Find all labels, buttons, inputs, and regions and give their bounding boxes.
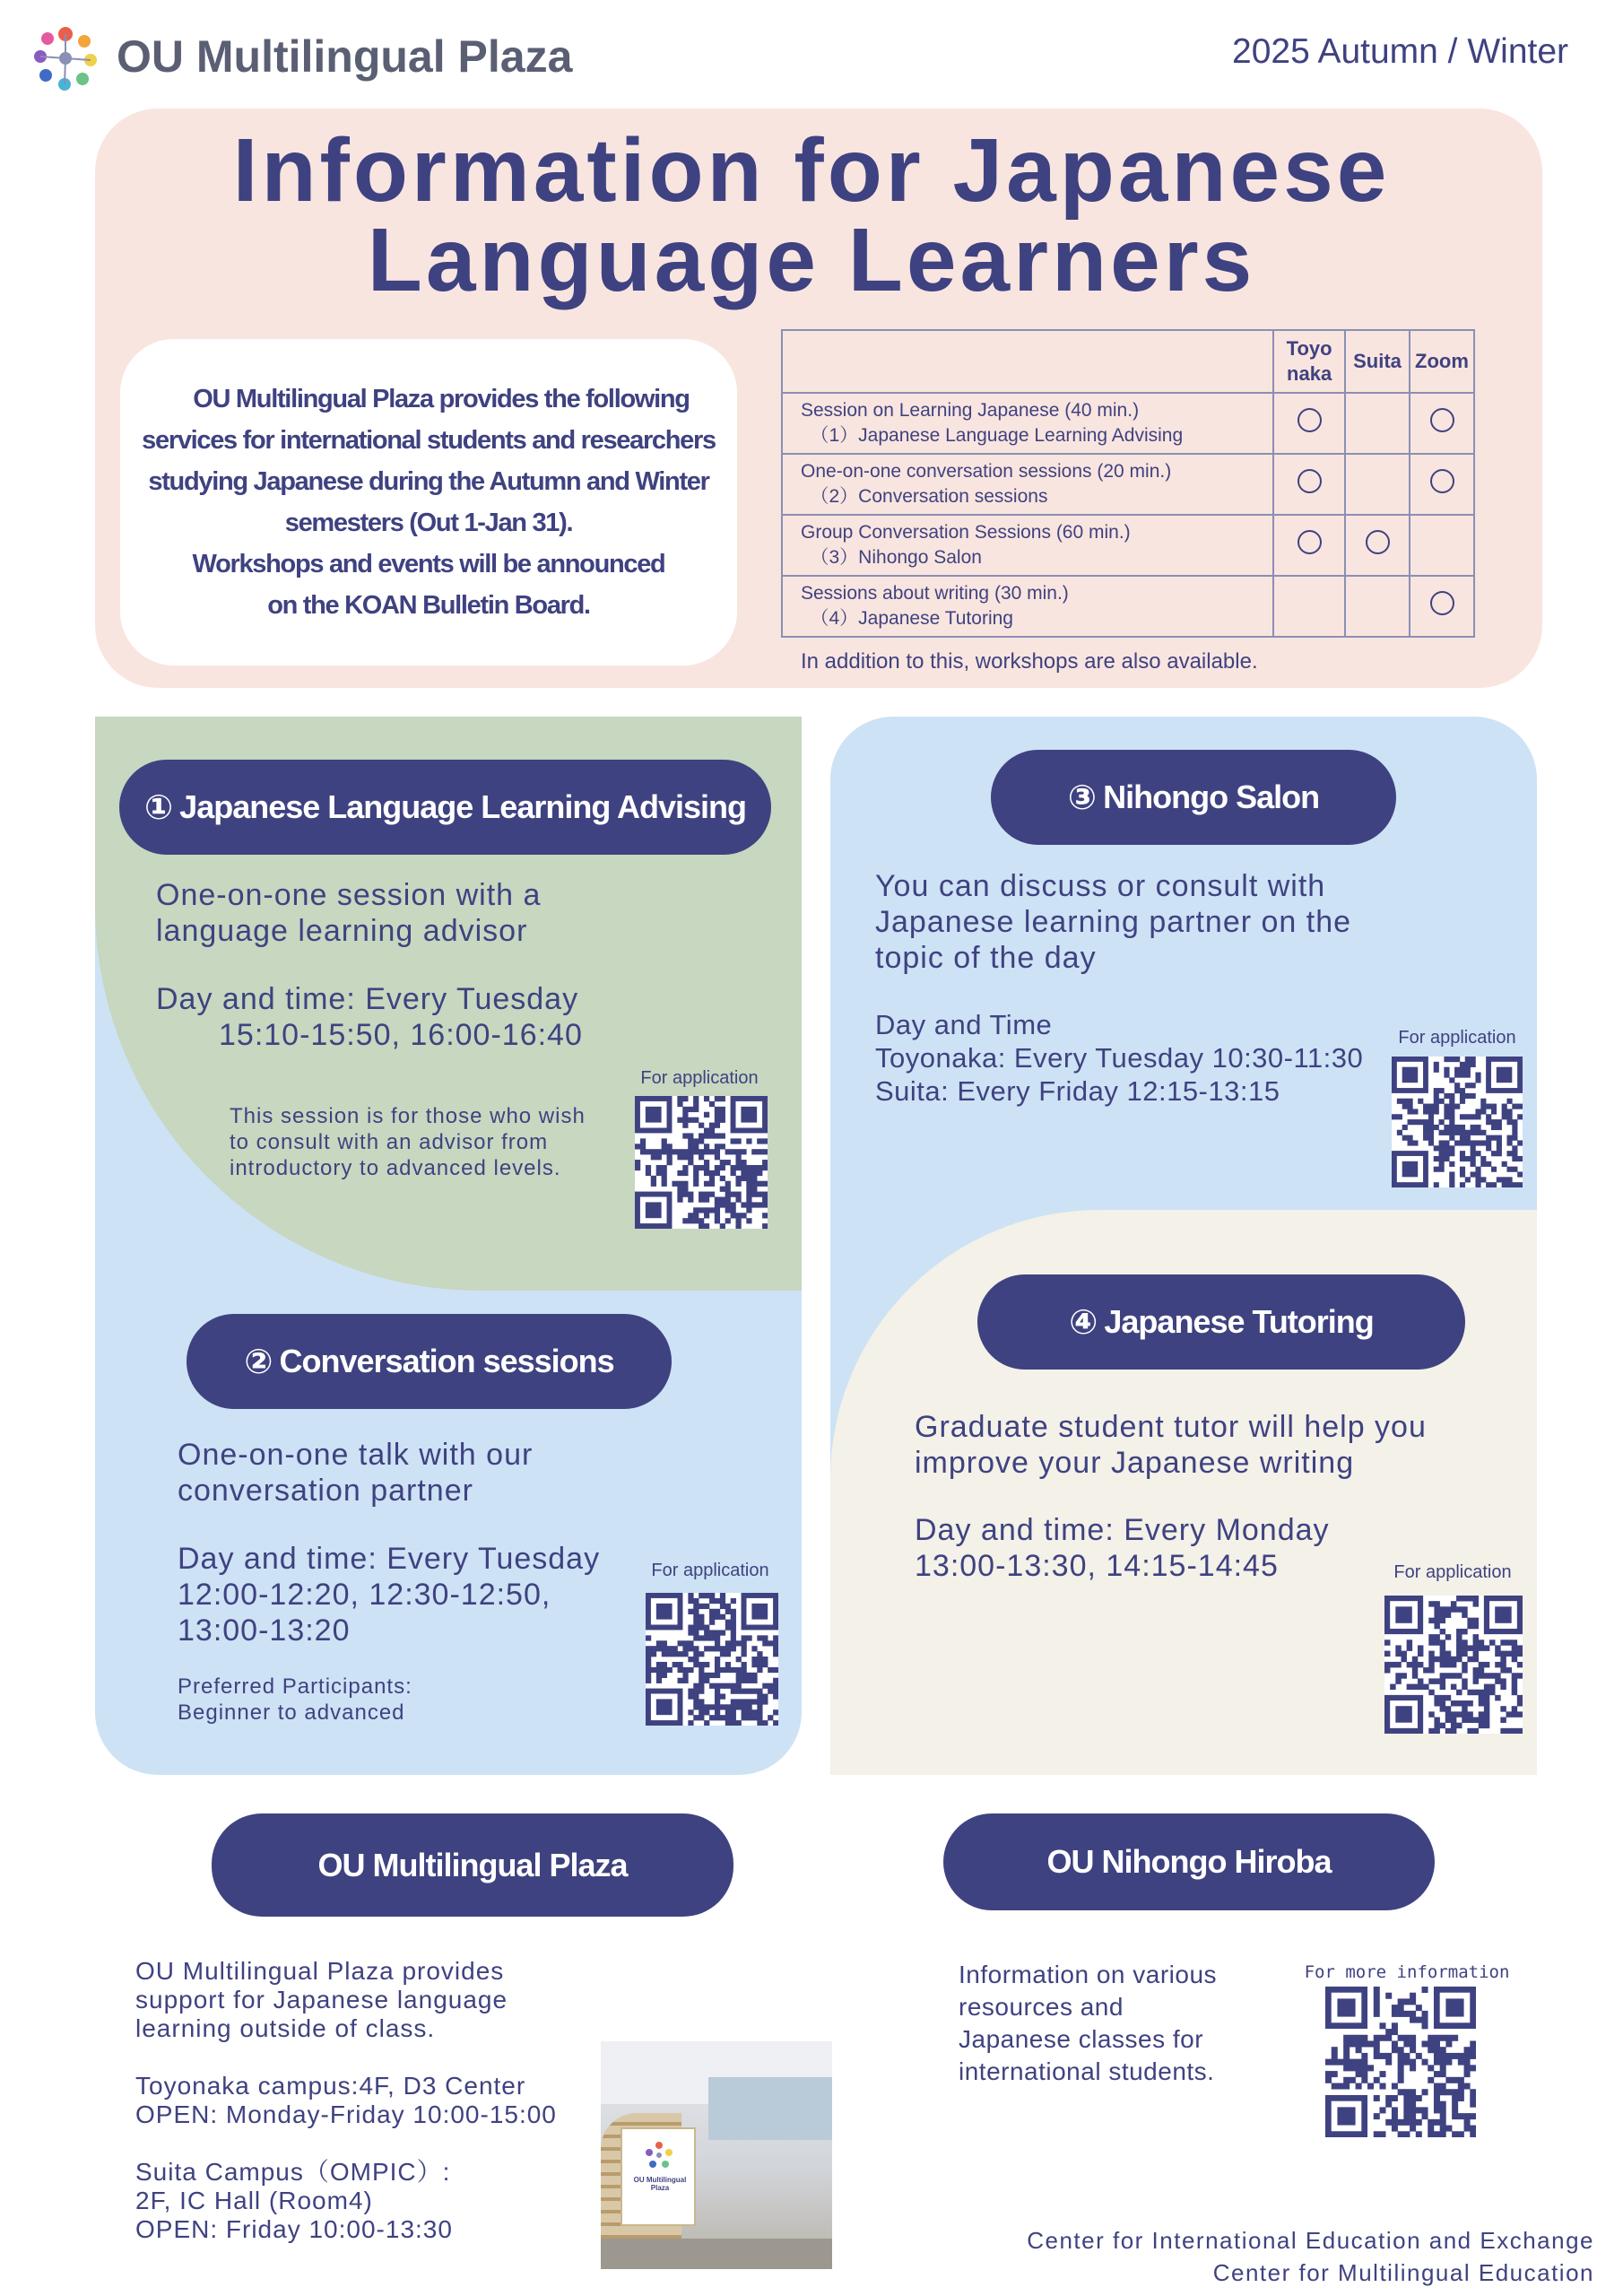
intro-line: on the KOAN Bulletin Board. <box>267 591 590 620</box>
column-header: Zoom <box>1410 330 1474 393</box>
intro-text <box>120 378 737 626</box>
hiroba-title-pill <box>943 1813 1435 1910</box>
footer-title: OU Multilingual Plaza <box>317 1846 628 1883</box>
page-title: Information for Japanese Language Learners <box>232 120 1391 310</box>
conversation-title-pill <box>187 1314 672 1409</box>
available-mark-icon <box>1298 469 1322 493</box>
table-header-row <box>782 330 1474 393</box>
qr-label: For application <box>640 1068 759 1088</box>
organization <box>950 2224 1594 2289</box>
advising-qr-icon[interactable] <box>635 1096 768 1229</box>
availability-cell <box>1345 576 1410 637</box>
sign-logo-icon <box>644 2140 674 2170</box>
tutoring-title-pill <box>977 1274 1465 1370</box>
intro-line: Workshops and events will be announced <box>192 550 665 578</box>
table-row <box>782 393 1474 454</box>
conversation-desc: One-on-one talk with our conversation partner <box>178 1438 534 1508</box>
salon-time: Day and Time Toyonaka: Every Tuesday 10:30-11:30 Suita: Every Friday 12:15-13:15 <box>875 1009 1364 1107</box>
service-name: Group Conversation Sessions (60 min.) （3）Nihongo Salon <box>782 515 1273 576</box>
column-header: Toyo naka <box>1273 330 1345 393</box>
advising-note: This session is for those who wish to consult with an advisor from introductory to advanced levels. <box>230 1104 586 1180</box>
salon-desc: You can discuss or consult with Japanese learning partner on the topic of the day <box>875 869 1352 975</box>
section-number: ② <box>244 1343 273 1381</box>
photo-floor <box>601 2239 832 2269</box>
organization-line: Center for International Education and Exchange <box>1027 2227 1594 2254</box>
photo-sign <box>621 2127 696 2226</box>
photo-window <box>708 2077 832 2140</box>
qr-label: For more information <box>1304 1962 1510 1982</box>
plaza-logo-icon <box>30 23 100 93</box>
tutoring-time: Day and time: Every Monday 13:00-13:30, 14:15-14:45 <box>915 1513 1330 1583</box>
advising-desc: One-on-one session with a language learning advisor <box>156 878 542 948</box>
qr-label: For application <box>651 1561 769 1580</box>
availability-cell <box>1345 393 1410 454</box>
availability-cell <box>1273 515 1345 576</box>
table-row <box>782 454 1474 515</box>
salon-title-pill <box>991 750 1396 845</box>
section-number: ③ <box>1067 778 1097 817</box>
hiroba-qr-icon[interactable] <box>1325 1987 1476 2137</box>
advising-time: Day and time: Every Tuesday 15:10-15:50, 16:00-16:40 <box>156 982 583 1052</box>
available-mark-icon <box>1430 469 1454 493</box>
availability-cell <box>1345 515 1410 576</box>
season-label: 2025 Autumn / Winter <box>1232 32 1569 71</box>
available-mark-icon <box>1298 408 1322 432</box>
available-mark-icon <box>1430 591 1454 615</box>
footer-title: OU Nihongo Hiroba <box>1046 1843 1332 1880</box>
intro-line: services for international students and researchers <box>142 426 716 455</box>
qr-label: For application <box>1398 1028 1516 1048</box>
availability-cell <box>1410 515 1474 576</box>
advising-title-pill <box>119 760 771 855</box>
plaza-info: OU Multilingual Plaza provides support for Japanese language learning outside of class. Toyonaka campus:4F, D3 Center OPEN: Monday-Friday 10:00-15:00 Suita Campus（OMPIC）: 2F, IC Hall (Room4) OPEN: Friday 10:00-13:30 <box>135 1957 557 2243</box>
availability-cell <box>1345 454 1410 515</box>
section-title: Conversation sessions <box>279 1343 614 1379</box>
intro-line: semesters (Out 1-Jan 31). <box>284 509 573 537</box>
service-name: Sessions about writing (30 min.) （4）Japanese Tutoring <box>782 576 1273 637</box>
table-row <box>782 515 1474 576</box>
availability-cell <box>1410 454 1474 515</box>
tutoring-qr-icon[interactable] <box>1384 1596 1523 1734</box>
organization-line: Center for Multilingual Education <box>1212 2259 1594 2286</box>
section-title: Japanese Tutoring <box>1104 1303 1374 1340</box>
availability-cell <box>1273 576 1345 637</box>
header <box>0 0 1623 108</box>
section-title: Japanese Language Learning Advising <box>179 788 746 825</box>
intro-line: OU Multilingual Plaza provides the following <box>193 385 690 413</box>
section-number: ④ <box>1069 1303 1098 1342</box>
conversation-qr-icon[interactable] <box>646 1593 778 1726</box>
table-row <box>782 576 1474 637</box>
intro-line: studying Japanese during the Autumn and Winter <box>148 467 709 496</box>
column-header: Suita <box>1345 330 1410 393</box>
service-name: Session on Learning Japanese (40 min.) （1）Japanese Language Learning Advising <box>782 393 1273 454</box>
availability-cell <box>1410 576 1474 637</box>
brand-name: OU Multilingual Plaza <box>117 31 573 82</box>
salon-qr-icon[interactable] <box>1392 1057 1523 1187</box>
service-name: One-on-one conversation sessions (20 min.) （2）Conversation sessions <box>782 454 1273 515</box>
intro-box <box>120 339 737 665</box>
section-number: ① <box>143 788 173 827</box>
available-mark-icon <box>1298 530 1322 554</box>
service-table <box>781 329 1475 638</box>
plaza-photo <box>601 2041 832 2269</box>
sign-text: OU Multilingual Plaza <box>633 2176 687 2192</box>
tutoring-desc: Graduate student tutor will help you improve your Japanese writing <box>915 1410 1427 1480</box>
hiroba-info: Information on various resources and Japanese classes for international students. <box>959 1961 1218 2085</box>
plaza-title-pill <box>212 1813 733 1917</box>
conversation-time: Day and time: Every Tuesday 12:00-12:20, 12:30-12:50, 13:00-13:20 <box>178 1542 601 1648</box>
qr-label: For application <box>1393 1562 1512 1582</box>
available-mark-icon <box>1366 530 1390 554</box>
available-mark-icon <box>1430 408 1454 432</box>
availability-cell <box>1410 393 1474 454</box>
conversation-note: Preferred Participants: Beginner to advanced <box>178 1674 412 1725</box>
section-title: Nihongo Salon <box>1103 778 1320 815</box>
availability-cell <box>1273 393 1345 454</box>
table-header-blank <box>782 330 1273 393</box>
table-note: In addition to this, workshops are also available. <box>801 649 1258 674</box>
availability-cell <box>1273 454 1345 515</box>
